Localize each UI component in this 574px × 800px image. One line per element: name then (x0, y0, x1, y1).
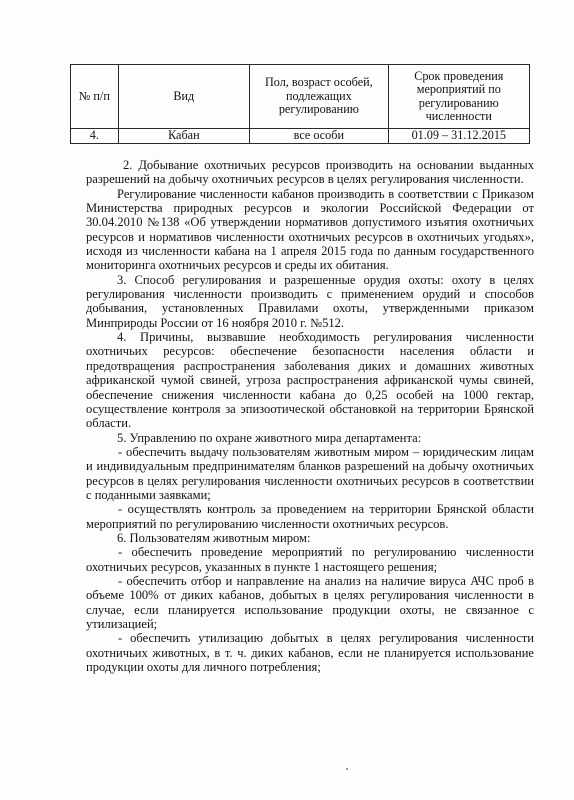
table-row (71, 129, 530, 144)
paragraph-5-item-2: - осуществлять контроль за проведением на территории Брянской области мероприятий по регулированию численности охотничьих ресурсов. (86, 502, 534, 531)
document-body (86, 158, 534, 674)
paragraph-2: 2. Добывание охотничьих ресурсов производить на основании выданных разрешений на добычу охотничьих ресурсов в целях регулирования численности. (86, 158, 534, 187)
cell-sex-age: все особи (250, 129, 389, 144)
header-cell-species: Вид (118, 65, 250, 129)
paragraph-6-item-1: - обеспечить проведение мероприятий по регулированию численности охотничьих ресурсов, указанных в пункте 1 настоящего решения; (86, 545, 534, 574)
header-cell-period: Срок проведения мероприятий по регулированию численности (388, 65, 529, 129)
header-cell-sex-age: Пол, возраст особей, подлежащих регулированию (250, 65, 389, 129)
cell-period: 01.09 – 31.12.2015 (388, 129, 529, 144)
table-header-row (71, 65, 530, 129)
paragraph-5: 5. Управлению по охране животного мира департамента: (117, 430, 422, 445)
paragraph-5-item-1: - обеспечить выдачу пользователям животным миром – юридическим лицам и индивидуальным предпринимателям бланков разрешений на добычу охотничьих ресурсов в целях регулирования численности охотничьих ресурсов в соответствии с поданными заявками; (86, 444, 534, 502)
regulation-table (70, 64, 530, 144)
paragraph-6-item-3: - обеспечить утилизацию добытых в целях регулирования численности охотничьих животных, в т. ч. диких кабанов, если не планируется использование продукции охоты для личного потребления; (86, 631, 534, 675)
cell-number: 4. (71, 129, 119, 144)
paragraph-3: 3. Способ регулирования и разрешенные орудия охоты: охоту в целях регулирования численности производить с применением орудий и способов добывания, установленных Правилами охоты, утвержденными приказом Минприроды России от 16 ноября 2010 г. №512. (86, 272, 534, 330)
paragraph-6: 6. Пользователям животным миром: (117, 530, 311, 545)
header-cell-number: № п/п (71, 65, 119, 129)
scan-speck (346, 768, 348, 770)
paragraph-regulation-basis: Регулирование численности кабанов производить в соответствии с Приказом Министерства природных ресурсов и экологии Российской Федерации от 30.04.2010 №138 «Об утверждении нормативов допустимого изъятия охотничьих ресурсов и нормативов численности охотничьих ресурсов в охотничьих угодьях», исходя из численности кабана на 1 апреля 2015 года по данным государственного мониторинга охотничьих ресурсов и среды их обитания. (86, 186, 534, 273)
paragraph-4: 4. Причины, вызвавшие необходимость регулирования численности охотничьих ресурсов: обеспечение безопасности населения области и предотвращения распространения заболевания диких и домашних животных африканской чумой свиней, угроза распространения африканской чумы свиней, обеспечение снижения численности кабана до 0,25 особей на 1000 гектар, осуществление контроля за эпизоотической обстановкой на территории Брянской области. (86, 330, 534, 431)
paragraph-6-item-2: - обеспечить отбор и направление на анализ на наличие вируса АЧС проб в объеме 100% от диких кабанов, добытых в целях регулирования численности в случае, если планируется использование продукции охоты, не связанное с утилизацией; (86, 573, 534, 631)
cell-species: Кабан (118, 129, 250, 144)
